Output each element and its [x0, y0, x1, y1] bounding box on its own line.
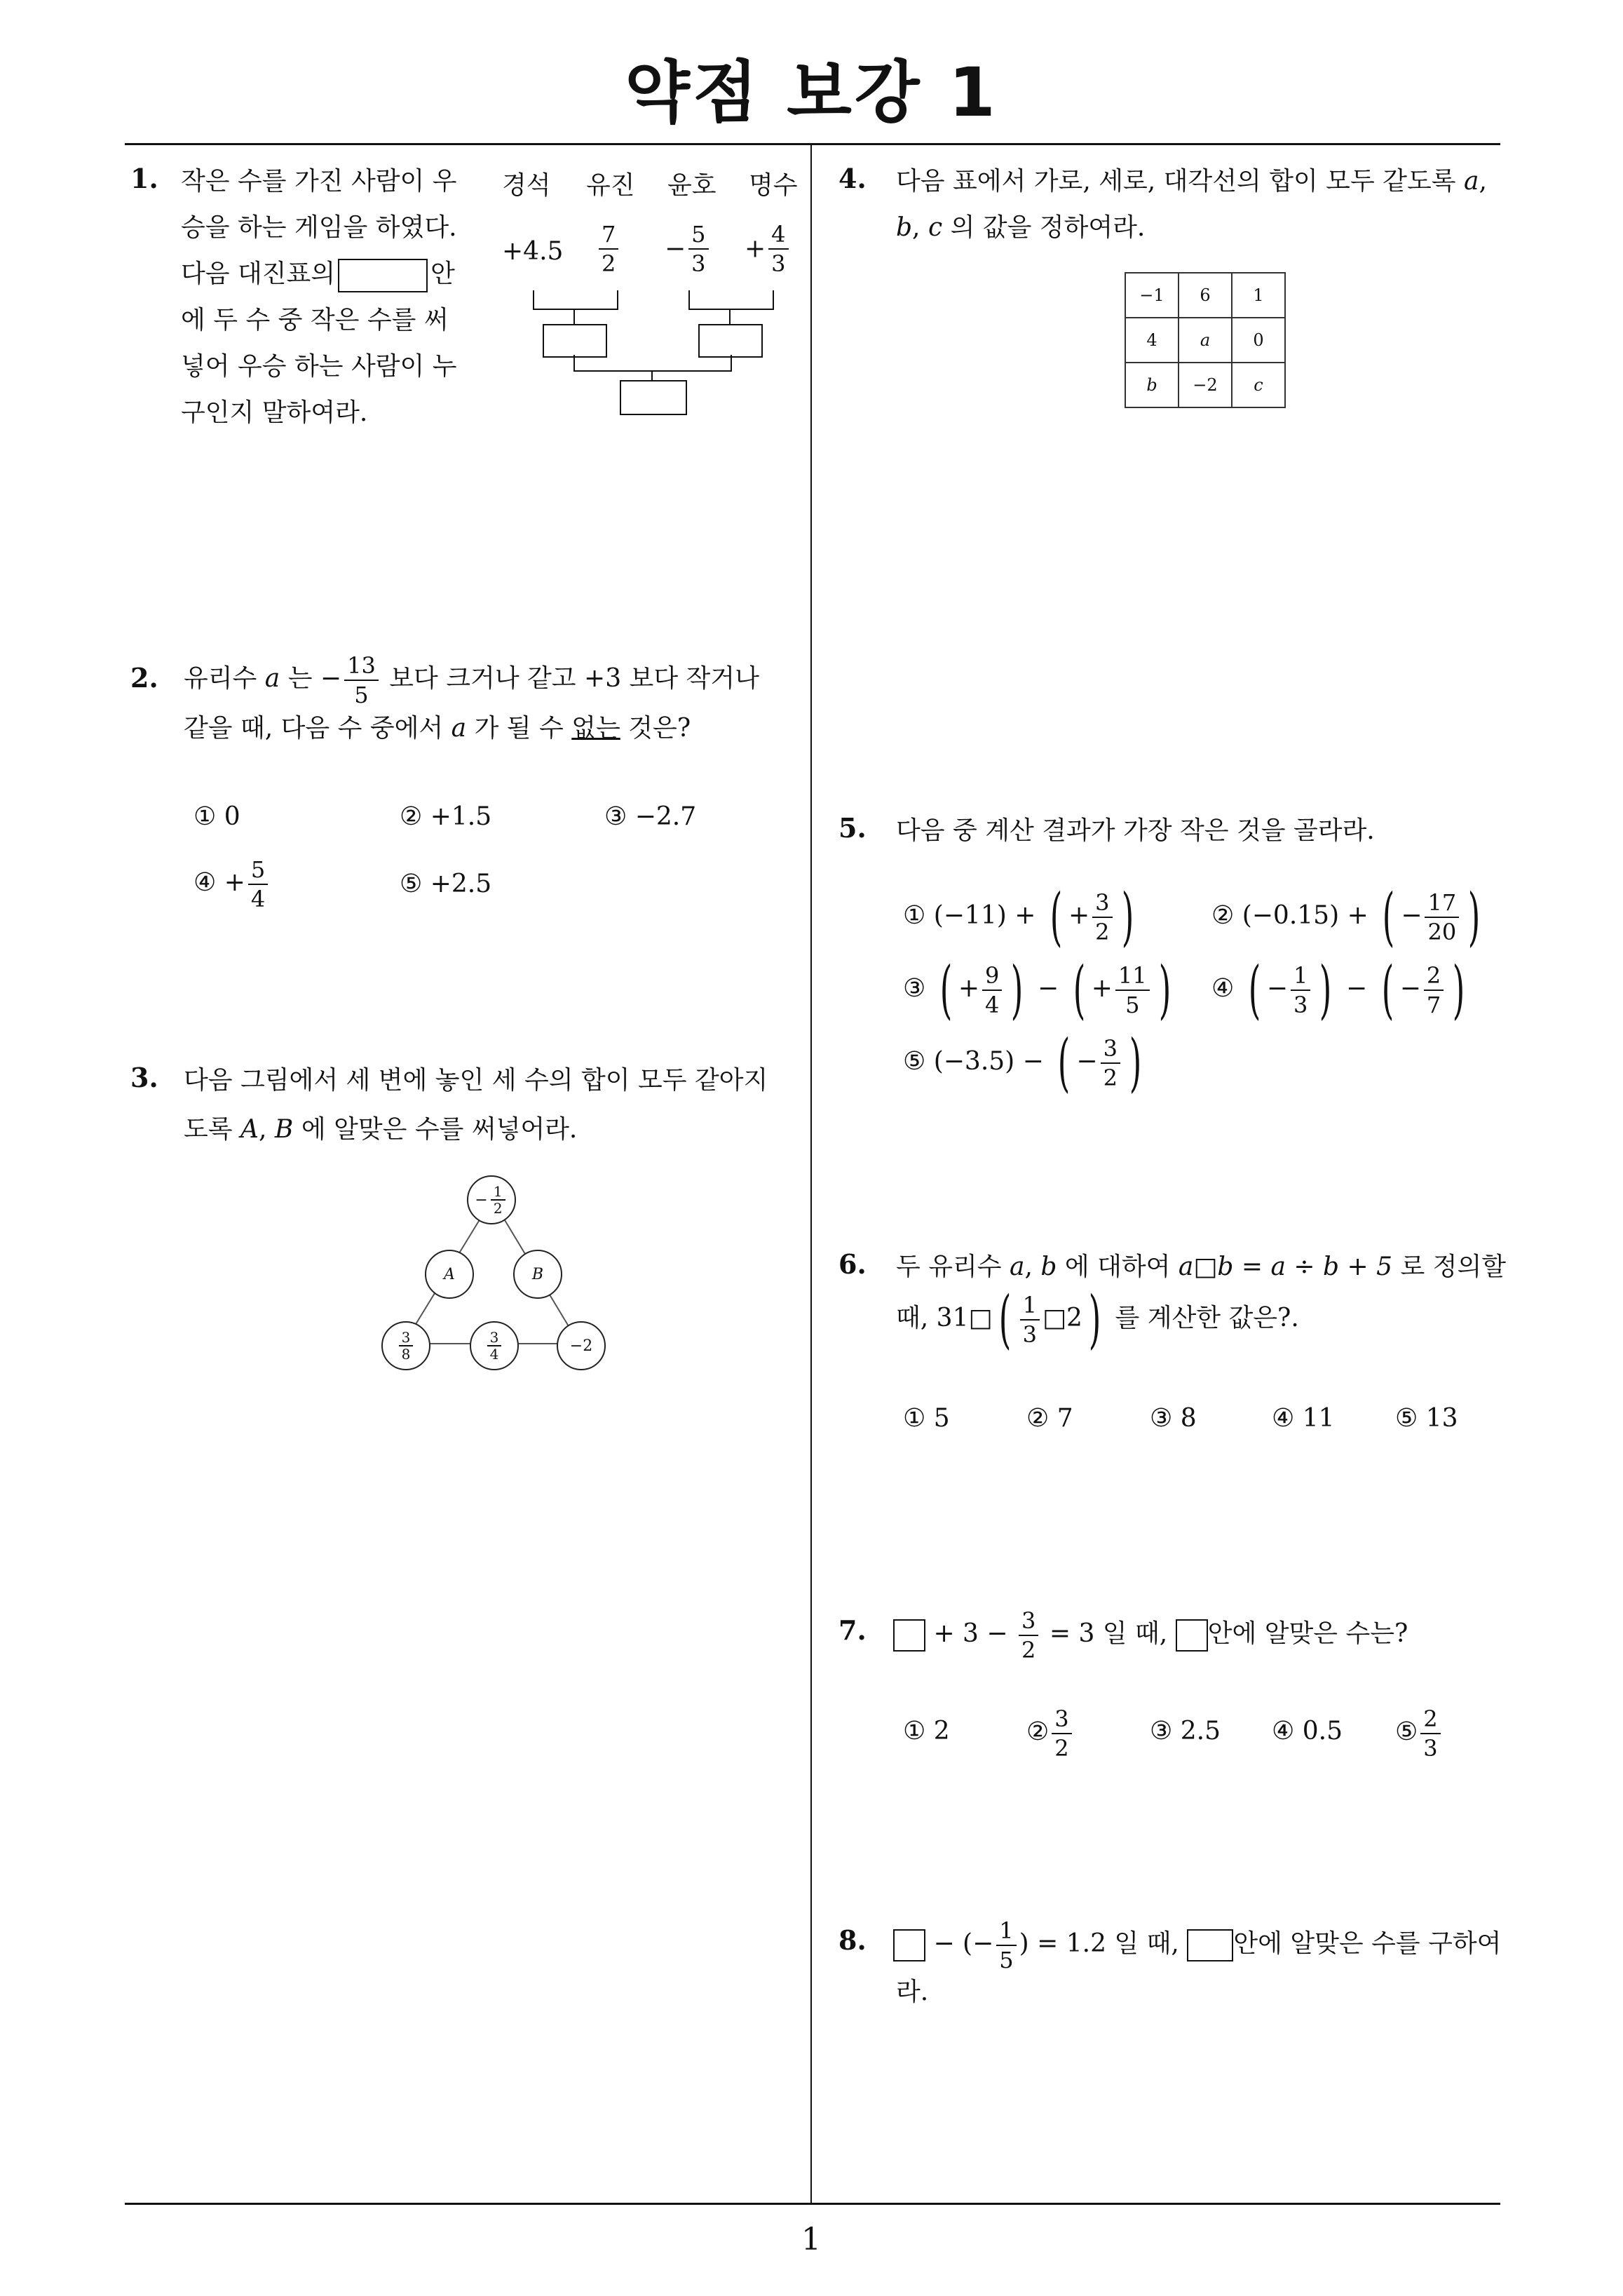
q1-line: 작은 수를 가진 사람이 우: [181, 167, 457, 196]
q6-number: 6.: [838, 1248, 867, 1280]
q6-line-2: 때, 31□( $\frac{1}{3}$ □2) 를 계산한 값은?.: [896, 1283, 1299, 1356]
text-part: 안에 알맞은 수는?: [1207, 1619, 1408, 1648]
fraction-numerator: 11: [1115, 961, 1150, 991]
match-box: [698, 324, 763, 358]
player-value: [665, 220, 712, 278]
variable-a: a: [1010, 1252, 1025, 1281]
answer-box: [893, 1619, 925, 1652]
q1-line: 넣어 우승 하는 사람이 누: [181, 352, 457, 381]
circle-bottom-left: [381, 1321, 430, 1370]
circle-bottom-right: −2: [557, 1321, 606, 1370]
fraction-numerator: 2: [1424, 961, 1444, 991]
q2-line-1: [184, 651, 759, 709]
fraction-numerator: 2: [1420, 1705, 1440, 1734]
q3-number: 3.: [130, 1062, 158, 1093]
text-part: ④ +: [193, 868, 245, 897]
sign: −: [1076, 1047, 1098, 1076]
fraction-denominator: 3: [691, 250, 706, 277]
fraction-numerator: 4: [768, 220, 788, 250]
magic-square-table: [1125, 272, 1286, 408]
q7-number: 7.: [838, 1614, 867, 1646]
fraction-numerator: 3: [399, 1330, 414, 1346]
sign: −: [665, 234, 686, 264]
fraction-numerator: 3: [1052, 1705, 1071, 1734]
q5-number: 5.: [838, 812, 867, 844]
table-cell: −1: [1125, 273, 1179, 318]
table-row: [1125, 318, 1285, 363]
fraction-denominator: 5: [354, 682, 369, 708]
choice: ③ 8: [1150, 1404, 1197, 1433]
q8-line-1: [893, 1909, 1501, 1979]
underlined-word: 없는: [571, 714, 620, 743]
table-cell: c: [1232, 363, 1285, 407]
player-value: [596, 220, 621, 278]
fraction-denominator: 4: [489, 1346, 499, 1363]
text-part: 것은?: [628, 714, 691, 743]
bracket-line: [729, 309, 731, 324]
fraction-numerator: 3: [1092, 889, 1112, 918]
fraction-denominator: 2: [602, 250, 616, 277]
bracket-line: [573, 355, 732, 372]
text-part: ④: [1211, 974, 1235, 1003]
answer-box: [338, 259, 428, 292]
text-part: □2: [1042, 1304, 1082, 1332]
q8-number: 8.: [838, 1924, 867, 1956]
q7-line: [893, 1599, 1408, 1669]
variable-A: A: [240, 1115, 259, 1144]
fraction-numerator: 1: [996, 1917, 1016, 1946]
q5-text: 다음 중 계산 결과가 가장 작은 것을 골라라.: [896, 816, 1375, 845]
text-part: ,: [1024, 1252, 1033, 1281]
text-part: ⑤ (−3.5) −: [903, 1047, 1044, 1076]
choice: [193, 856, 271, 913]
table-cell: a: [1179, 318, 1232, 363]
fraction-denominator: 4: [985, 992, 1000, 1018]
player-name: 유진: [586, 171, 635, 200]
text-part: 로 정의할: [1400, 1252, 1507, 1281]
q4-line-1: [896, 158, 1487, 205]
sign: −: [1266, 974, 1289, 1003]
choice: ① 2: [903, 1717, 950, 1745]
q3-line-2: [184, 1107, 577, 1153]
operator: −: [1345, 974, 1368, 1003]
text-part: 같을 때, 다음 수 중에서: [184, 714, 444, 743]
choice: ③ 2.5: [1150, 1717, 1221, 1745]
choice: ① 5: [903, 1404, 950, 1433]
choice: ④ 11: [1272, 1404, 1335, 1433]
text-part: ① (−11) +: [903, 901, 1036, 930]
choice: ③ ( + $\frac{9}{4}$ ) − ( + $\frac{11}{5}$ ): [903, 953, 1171, 1027]
q4-line-2: [896, 205, 1145, 251]
fraction-numerator: 1: [1291, 961, 1310, 991]
bracket-line: [573, 309, 575, 324]
text-part: ,: [912, 213, 921, 242]
bracket-line: [688, 290, 774, 310]
choice: [1395, 1697, 1444, 1767]
text-part: ,: [1479, 167, 1487, 196]
page-title: 약점 보강 1: [625, 53, 998, 132]
choice: ⑤ 13: [1395, 1404, 1458, 1433]
operation-definition: a□b = a ÷ b + 5: [1178, 1252, 1392, 1281]
choice: ② +1.5: [400, 802, 492, 831]
table-row: [1125, 363, 1285, 407]
q8-line-2: 라.: [896, 1978, 929, 2006]
table-cell: −2: [1179, 363, 1232, 407]
fraction-denominator: 5: [1125, 992, 1140, 1018]
match-box: [543, 324, 607, 358]
text-part: 에 알맞은 수를 써넣어라.: [301, 1115, 578, 1144]
text-part: 에 대하여: [1064, 1252, 1171, 1281]
text-part: ,: [259, 1115, 267, 1144]
q1-number: 1.: [130, 163, 158, 194]
q1-line: 승을 하는 게임을 하였다.: [181, 213, 457, 242]
final-box: [620, 380, 687, 415]
sign: +: [1091, 974, 1113, 1003]
table-cell: 6: [1179, 273, 1232, 318]
choice: ④ ( − $\frac{1}{3}$ ) − ( − $\frac{2}{7}$ ): [1211, 953, 1465, 1027]
choice: [1026, 1697, 1075, 1767]
text-part: 의 값을 정하여라.: [950, 213, 1146, 242]
text-part: = 3 일 때,: [1049, 1619, 1168, 1648]
answer-box: [1187, 1929, 1233, 1961]
fraction-denominator: 20: [1427, 919, 1457, 945]
text-part: 를 계산한 값은?.: [1115, 1304, 1299, 1332]
q1-line: [181, 251, 455, 297]
fraction-numerator: 3: [487, 1330, 502, 1346]
text-part: 도록: [184, 1115, 233, 1144]
player-value: [745, 220, 792, 278]
fraction-numerator: 1: [1020, 1291, 1040, 1321]
text-part: + 3 −: [933, 1619, 1008, 1648]
fraction-numerator: 7: [599, 220, 618, 250]
answer-box: [1176, 1619, 1208, 1652]
text-part: 두 유리수: [896, 1252, 1002, 1281]
q1-line-part: 안: [430, 259, 455, 288]
choice: ⑤ (−3.5) − ( − $\frac{3}{2}$ ): [903, 1026, 1142, 1100]
sign: +: [745, 234, 766, 264]
fraction-denominator: 3: [771, 250, 786, 277]
variable-b: b: [1040, 1252, 1057, 1281]
fraction-numerator: 3: [1101, 1034, 1120, 1064]
fraction-denominator: 4: [250, 886, 266, 912]
choice: ③ −2.7: [604, 802, 697, 831]
text-part: ③: [903, 974, 926, 1003]
choice: ① (−11) + ( + $\frac{3}{2}$ ): [903, 880, 1134, 954]
table-cell: 1: [1232, 273, 1285, 318]
choice: ⑤ +2.5: [400, 870, 492, 898]
table-cell: b: [1125, 363, 1179, 407]
bottom-rule: [125, 2203, 1500, 2205]
fraction-numerator: 9: [982, 961, 1002, 991]
choice: ④ 0.5: [1272, 1717, 1343, 1745]
fraction-denominator: 2: [1021, 1637, 1036, 1663]
circle-top: [467, 1175, 516, 1224]
sign: +: [1068, 901, 1090, 930]
text-part: 유리수: [184, 664, 257, 693]
sign: −: [1401, 901, 1422, 930]
top-rule: [125, 143, 1500, 145]
bracket-line: [651, 370, 653, 380]
player-name: 경석: [502, 171, 551, 200]
player-name: 명수: [749, 171, 798, 200]
fraction-numerator: 17: [1425, 889, 1459, 918]
variable-a: a: [451, 714, 467, 743]
fraction-numerator: 5: [248, 856, 268, 885]
fraction-numerator: 1: [491, 1184, 505, 1201]
fraction-denominator: 2: [1095, 919, 1110, 945]
fraction-denominator: 3: [1423, 1735, 1438, 1762]
q1-line: 구인지 말하여라.: [181, 398, 368, 427]
fraction-numerator: 13: [344, 651, 379, 681]
fraction-denominator: 2: [1103, 1065, 1118, 1091]
table-cell: 4: [1125, 318, 1179, 363]
fraction-numerator: 3: [1019, 1607, 1038, 1636]
circle-A: A: [425, 1250, 474, 1299]
text-part: ② (−0.15) +: [1211, 901, 1369, 930]
variable-b: b: [896, 213, 913, 242]
text-part: ) = 1.2 일 때,: [1019, 1929, 1179, 1958]
text-part: 때, 31□: [896, 1304, 993, 1332]
variable-B: B: [274, 1115, 294, 1144]
text-part: 다음 표에서 가로, 세로, 대각선의 합이 모두 같도록: [896, 167, 1456, 196]
text-part: 안에 알맞은 수를 구하여: [1233, 1929, 1502, 1958]
column-divider: [810, 144, 812, 2204]
circle-bottom-middle: [470, 1321, 519, 1370]
choice: ② (−0.15) + ( − $\frac{17}{20}$ ): [1211, 880, 1481, 954]
answer-box: [893, 1929, 925, 1961]
fraction-denominator: 7: [1426, 992, 1441, 1018]
variable-c: c: [928, 213, 943, 242]
player-value: +4.5: [502, 237, 564, 266]
circle-B: B: [513, 1250, 562, 1299]
sign: +: [958, 974, 980, 1003]
q1-line: 에 두 수 중 작은 수를 써: [181, 306, 449, 335]
fraction-denominator: 3: [1293, 992, 1308, 1018]
page-number: 1: [801, 2222, 821, 2257]
text-part: 가 될 수: [474, 714, 564, 743]
q2-line-2: [184, 705, 691, 752]
text-part: ②: [1026, 1717, 1050, 1746]
choice: ② 7: [1026, 1404, 1073, 1433]
table-row: [1125, 273, 1285, 318]
text-part: 보다 크거나 같고 +3 보다 작거나: [389, 664, 759, 693]
variable-a: a: [1463, 167, 1479, 196]
fraction-denominator: 2: [1054, 1735, 1069, 1762]
q4-number: 4.: [838, 163, 867, 194]
text-part: − (−: [933, 1929, 994, 1958]
operator: −: [1037, 974, 1059, 1003]
choice: ① 0: [193, 802, 240, 831]
sign: −: [475, 1191, 488, 1209]
fraction-denominator: 2: [493, 1200, 503, 1217]
text-part: 는 −: [287, 664, 342, 693]
sign: −: [1399, 974, 1421, 1003]
fraction-numerator: 5: [688, 220, 708, 250]
fraction-denominator: 5: [999, 1947, 1014, 1973]
table-cell: 0: [1232, 318, 1285, 363]
fraction-denominator: 8: [401, 1346, 411, 1363]
text-part: ⑤: [1395, 1717, 1418, 1746]
variable-a: a: [264, 664, 280, 693]
player-name: 윤호: [667, 171, 717, 200]
q1-line-part: 다음 대진표의: [181, 259, 336, 288]
bracket-line: [533, 290, 618, 310]
q3-line-1: 다음 그림에서 세 변에 놓인 세 수의 합이 모두 같아지: [184, 1066, 768, 1095]
q2-number: 2.: [130, 662, 158, 694]
fraction-denominator: 3: [1022, 1321, 1037, 1348]
